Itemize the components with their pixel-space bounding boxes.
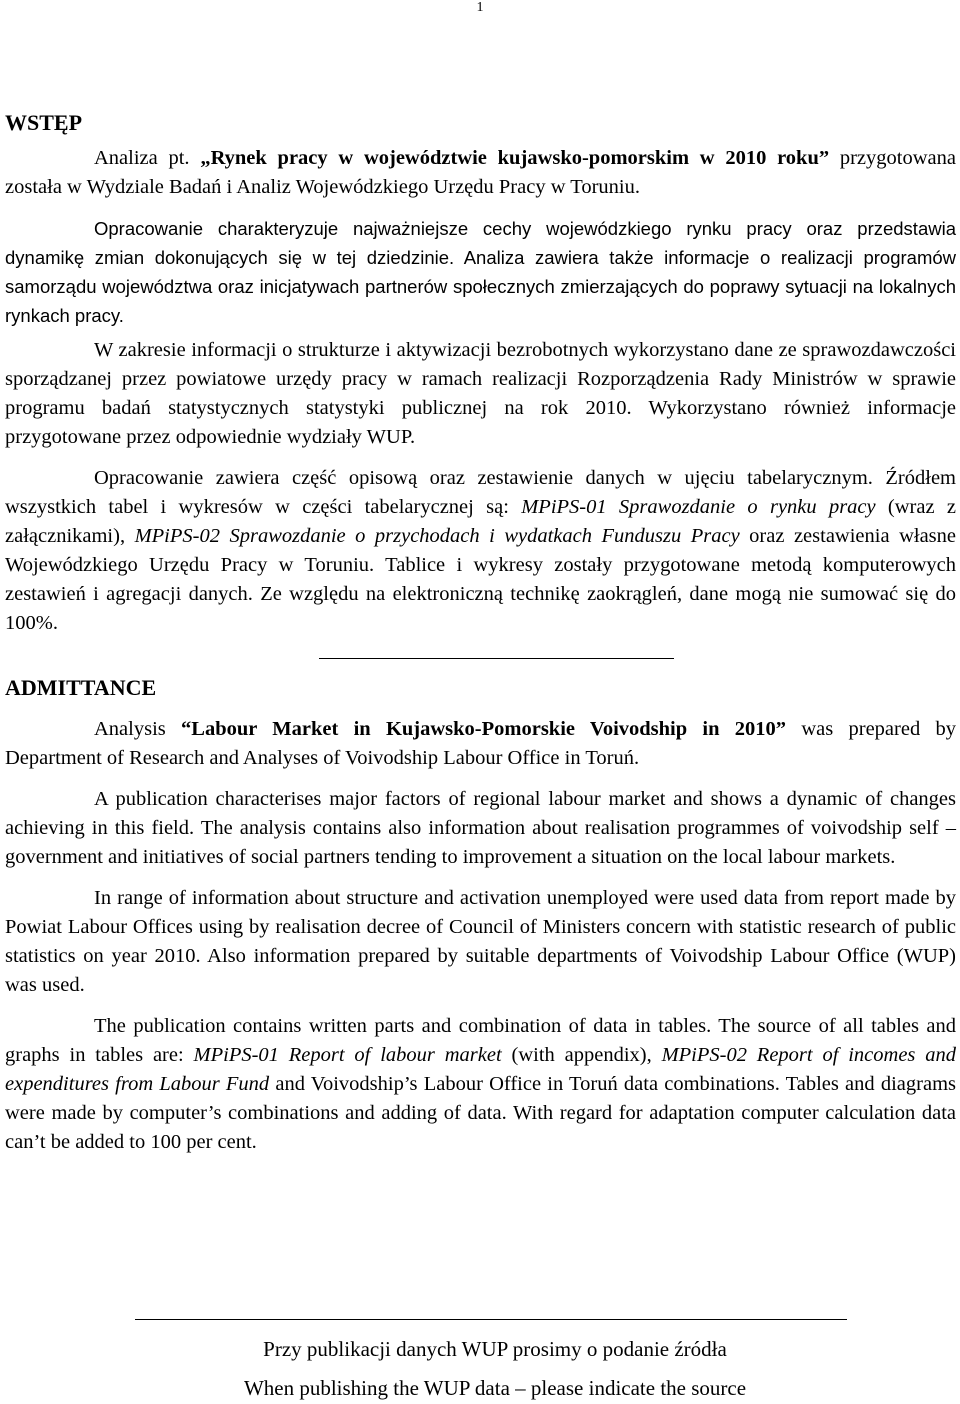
paragraph-pl-intro [5,144,956,202]
document-body [5,108,956,1157]
footer-divider [135,1319,847,1320]
report-name-2: MPiPS-02 Sprawozdanie o przychodach i wydatkach Funduszu Pracy [134,525,740,547]
intro-prefix: Analysis [94,718,182,740]
report-name-1: MPiPS-01 Sprawozdanie o rynku pracy [521,496,876,518]
paragraph-pl-tables [5,464,956,638]
paragraph-en-intro [5,715,956,773]
section-divider [319,658,674,659]
text-segment: (with appendix), [501,1044,662,1066]
section-heading-pl: WSTĘP [5,110,83,135]
intro-suffix: was prepared by Department of Research and Analyses of Voivodship Labour Office in Toruń. [5,718,956,769]
page-number: 1 [476,0,484,15]
text-segment: The publication contains written parts and combination of data in tables. The source of all tables and graphs in tables are: [5,1015,956,1066]
publication-title-en: “Labour Market in Kujawsko-Pomorskie Voivodship in 2010” [181,718,787,740]
report-name-2: MPiPS-02 Report of incomes and expenditures from Labour Fund [5,1044,957,1095]
paragraph-pl-sources: W zakresie informacji o strukturze i aktywizacji bezrobotnych wykorzystano dane ze sprawozdawczości sporządzanej przez powiatowe urzędy pracy w ramach realizacji Rozporządzenia Rady Ministrów w sprawie programu badań statystycznych statystyki publicznej na rok 2010. Wykorzystano również informacje przygotowane przez odpowiednie wydziały WUP. [5,339,956,448]
section-heading-en: ADMITTANCE [5,675,157,700]
intro-suffix: przygotowana została w Wydziale Badań i Analiz Wojewódzkiego Urzędu Pracy w Toruniu. [5,147,956,198]
report-name-1: MPiPS-01 Report of labour market [193,1044,502,1066]
text-segment: oraz zestawienia własne Wojewódzkiego Urzędu Pracy w Toruniu. Tablice i wykresy zostały przygotowane metodą komputerowych zestawień i agregacji danych. Ze względu na elektroniczną technikę zaokrągleń, dane mogą nie sumować się do 100%. [5,525,956,634]
intro-prefix: Analiza pt. [94,147,201,169]
footer-note-en: When publishing the WUP data – please indicate the source [243,1376,747,1400]
paragraph-en-tables [5,1012,956,1157]
text-segment: and Voivodship’s Labour Office in Toruń data combinations. Tables and diagrams were made by computer’s combinations and adding of data. With regard for adaptation computer calculation data can’t be added to 100 per cent. [5,1073,956,1153]
publication-title-pl: „Rynek pracy w województwie kujawsko-pomorskim w 2010 roku” [200,147,830,169]
text-segment: (wraz z załącznikami), [5,496,956,547]
paragraph-en-scope: A publication characterises major factors of regional labour market and shows a dynamic of changes achieving in this field. The analysis contains also information about realisation programmes of voivodship self – government and initiatives of social partners tending to improvement a situation on the local labour markets. [5,788,956,868]
footer-note-pl: Przy publikacji danych WUP prosimy o podanie źródła [263,1337,727,1361]
paragraph-en-sources: In range of information about structure and activation unemployed were used data from report made by Powiat Labour Offices using by realisation decree of Council of Ministers concern with statistic research of public statistics on year 2010. Also information prepared by suitable departments of Voivodship Labour Office (WUP) was used. [5,887,956,996]
paragraph-pl-scope: Opracowanie charakteryzuje najważniejsze cechy wojewódzkiego rynku pracy oraz przedstawia dynamikę zmian dokonujących się w tej dziedzinie. Analiza zawiera także informacje o realizacji programów samorządu województwa oraz inicjatywach partnerów społecznych zmierzających do poprawy sytuacji na lokalnych rynkach pracy. [5,218,956,326]
text-segment: Opracowanie zawiera część opisową oraz zestawienie danych w ujęciu tabelarycznym. Źródłem wszystkich tabel i wykresów w części tabelarycznej są: [5,467,956,518]
